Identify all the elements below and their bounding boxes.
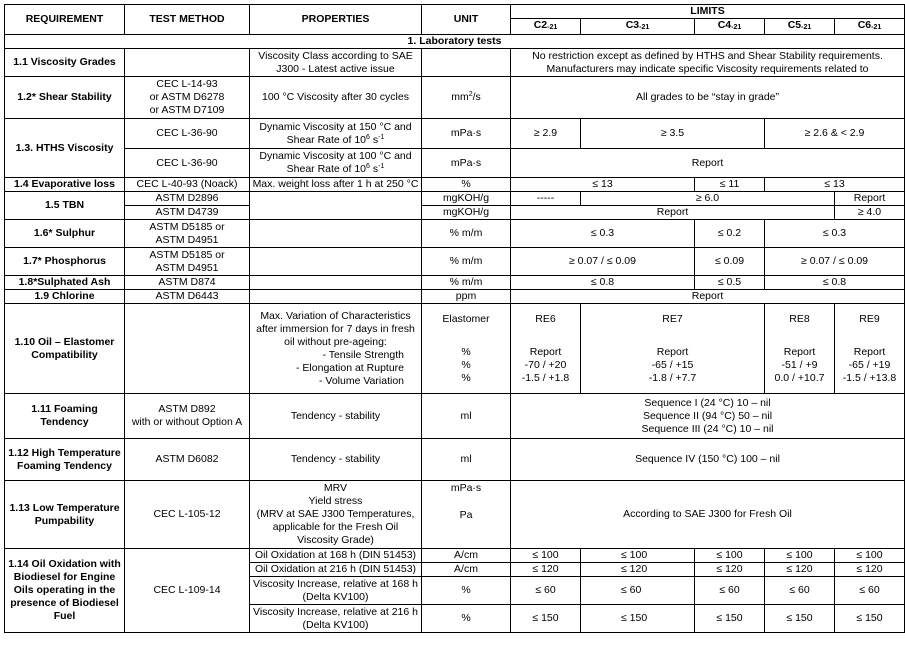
req-pumpability: 1.13 Low Temperature Pumpability	[5, 481, 125, 549]
req-ht-foaming: 1.12 High Temperature Foaming Tendency	[5, 439, 125, 481]
limit-tbn-d2896-c6: Report	[835, 192, 905, 206]
limit-ox216-c5: ≤ 120	[765, 563, 835, 577]
limit-viscosity-grades	[511, 49, 905, 77]
method-foaming: ASTM D892 with or without Option A	[125, 394, 250, 439]
prop-chlorine	[250, 290, 422, 304]
unit-phosphorus: % m/m	[422, 248, 511, 276]
limit-sulphur-c2c3: ≤ 0.3	[511, 220, 695, 248]
unit-ht-foaming: ml	[422, 439, 511, 481]
row-tbn-d2896	[5, 192, 905, 206]
row-foaming	[5, 394, 905, 439]
limit-vi216-c3: ≤ 150	[581, 605, 695, 633]
limit-phosphorus-c4: ≤ 0.09	[695, 248, 765, 276]
method-tbn-d4739: ASTM D4739	[125, 206, 250, 220]
limit-ox216-c2: ≤ 120	[511, 563, 581, 577]
req-oxidation: 1.14 Oil Oxidation with Biodiesel for Engine Oils operating in the presence of Biodiesel Fuel	[5, 549, 125, 633]
req-sulphated-ash: 1.8*Sulphated Ash	[5, 276, 125, 290]
limit-vi168-c2: ≤ 60	[511, 577, 581, 605]
req-shear-stability: 1.2* Shear Stability	[5, 77, 125, 119]
limit-ox168-c4: ≤ 100	[695, 549, 765, 563]
method-sulphated-ash: ASTM D874	[125, 276, 250, 290]
limit-vi216-c4: ≤ 150	[695, 605, 765, 633]
row-pumpability	[5, 481, 905, 549]
method-ht-foaming: ASTM D6082	[125, 439, 250, 481]
limit-line-2: Manufacturers may indicate specific Viscosity requirements related to	[546, 62, 869, 75]
limit-ox168-c2: ≤ 100	[511, 549, 581, 563]
limit-vi168-c6: ≤ 60	[835, 577, 905, 605]
limit-ash-c5c6: ≤ 0.8	[765, 276, 905, 290]
limit-ox168-c6: ≤ 100	[835, 549, 905, 563]
method-line: or ASTM D7109	[149, 104, 225, 116]
unit-visc-increase-168: %	[422, 577, 511, 605]
row-sulphated-ash	[5, 276, 905, 290]
unit-viscosity-grades	[422, 49, 511, 77]
method-evaporative-loss: CEC L-40-93 (Noack)	[125, 178, 250, 192]
unit-sulphated-ash: % m/m	[422, 276, 511, 290]
header-class-c3: $C3_{-21}$	[581, 19, 695, 35]
method-chlorine: ASTM D6443	[125, 290, 250, 304]
method-shear-stability	[125, 77, 250, 119]
limit-vi216-c6: ≤ 150	[835, 605, 905, 633]
prop-foaming: Tendency - stability	[250, 394, 422, 439]
method-pumpability: CEC L-105-12	[125, 481, 250, 549]
row-elastomer	[5, 304, 905, 394]
prop-ht-foaming: Tendency - stability	[250, 439, 422, 481]
req-foaming: 1.11 Foaming Tendency	[5, 394, 125, 439]
limit-hths-150-c3c4: ≥ 3.5	[581, 119, 765, 149]
limit-ox168-c5: ≤ 100	[765, 549, 835, 563]
unit-shear-stability: $mm^2/s$	[422, 77, 511, 119]
req-tbn: 1.5 TBN	[5, 192, 125, 220]
limit-chlorine: Report	[511, 290, 905, 304]
header-unit: UNIT	[422, 5, 511, 35]
method-line: CEC L-14-93	[156, 78, 218, 90]
limit-line-1: No restriction except as defined by HTHS and Shear Stability requirements.	[532, 49, 883, 62]
method-line: or ASTM D6278	[149, 91, 225, 103]
limit-evaporative-c5c6: ≤ 13	[765, 178, 905, 192]
limit-phosphorus-c5c6: ≥ 0.07 / ≤ 0.09	[765, 248, 905, 276]
prop-viscosity-grades: Viscosity Class according to SAE J300 - Latest active issue	[250, 49, 422, 77]
limit-elastomer-c5: RE8 Report -51 / +9 0.0 / +10.7	[765, 304, 835, 394]
header-test-method: TEST METHOD	[125, 5, 250, 35]
header-row	[5, 5, 905, 19]
row-tbn-d4739	[5, 206, 905, 220]
limit-evaporative-c2c3: ≤ 13	[511, 178, 695, 192]
limit-vi168-c5: ≤ 60	[765, 577, 835, 605]
prop-elastomer: Max. Variation of Characteristics after immersion for 7 days in fresh oil without pre-ageing: - Tensile Strength - Elongation at Rupture - Volume Variation	[250, 304, 422, 394]
unit-oxidation-168: A/cm	[422, 549, 511, 563]
limit-ox216-c6: ≤ 120	[835, 563, 905, 577]
limit-ox168-c3: ≤ 100	[581, 549, 695, 563]
prop-pumpability: MRV Yield stress (MRV at SAE J300 Temperatures, applicable for the Fresh Oil Viscosity Grade)	[250, 481, 422, 549]
limit-foaming: Sequence I (24 °C) 10 – nil Sequence II (94 °C) 50 – nil Sequence III (24 °C) 10 – nil	[511, 394, 905, 439]
limit-elastomer-c2: RE6 Report -70 / +20 -1.5 / +1.8	[511, 304, 581, 394]
limit-tbn-d2896-c3c5: ≥ 6.0	[581, 192, 835, 206]
limit-evaporative-c4: ≤ 11	[695, 178, 765, 192]
method-phosphorus: ASTM D5185 or ASTM D4951	[125, 248, 250, 276]
unit-evaporative-loss: %	[422, 178, 511, 192]
req-phosphorus: 1.7* Phosphorus	[5, 248, 125, 276]
limit-vi216-c5: ≤ 150	[765, 605, 835, 633]
req-hths-viscosity: 1.3. HTHS Viscosity	[5, 119, 125, 178]
limit-tbn-d2896-c2: -----	[511, 192, 581, 206]
method-tbn-d2896: ASTM D2896	[125, 192, 250, 206]
row-phosphorus	[5, 248, 905, 276]
row-evaporative-loss	[5, 178, 905, 192]
limit-hths-100: Report	[511, 149, 905, 178]
limit-vi168-c4: ≤ 60	[695, 577, 765, 605]
prop-oxidation-168: Oil Oxidation at 168 h (DIN 51453)	[250, 549, 422, 563]
limit-hths-150-c5c6: ≥ 2.6 & < 2.9	[765, 119, 905, 149]
req-viscosity-grades: 1.1 Viscosity Grades	[5, 49, 125, 77]
prop-visc-increase-168: Viscosity Increase, relative at 168 h (Delta KV100)	[250, 577, 422, 605]
limit-ash-c2c3: ≤ 0.8	[511, 276, 695, 290]
limit-tbn-d4739-c6: ≥ 4.0	[835, 206, 905, 220]
row-chlorine	[5, 290, 905, 304]
limit-sulphur-c5c6: ≤ 0.3	[765, 220, 905, 248]
limit-elastomer-c3c4: RE7 Report -65 / +15 -1.8 / +7.7	[581, 304, 765, 394]
unit-oxidation-216: A/cm	[422, 563, 511, 577]
header-class-c2: $C2_{-21}$	[511, 19, 581, 35]
prop-hths-150: Dynamic Viscosity at 150 °C and Shear Rate of $10^6$ $s^{-1}$	[250, 119, 422, 149]
header-requirement: REQUIREMENT	[5, 5, 125, 35]
unit-hths-100: mPa·s	[422, 149, 511, 178]
limit-ash-c4: ≤ 0.5	[695, 276, 765, 290]
method-hths-150: CEC L-36-90	[125, 119, 250, 149]
method-sulphur: ASTM D5185 or ASTM D4951	[125, 220, 250, 248]
limit-vi216-c2: ≤ 150	[511, 605, 581, 633]
limit-pumpability: According to SAE J300 for Fresh Oil	[511, 481, 905, 549]
prop-shear-stability: 100 °C Viscosity after 30 cycles	[250, 77, 422, 119]
section-row	[5, 35, 905, 49]
method-elastomer	[125, 304, 250, 394]
unit-sulphur: % m/m	[422, 220, 511, 248]
limit-ht-foaming: Sequence IV (150 °C) 100 – nil	[511, 439, 905, 481]
req-chlorine: 1.9 Chlorine	[5, 290, 125, 304]
row-viscosity-grades	[5, 49, 905, 77]
header-class-c6: $C6_{-21}$	[835, 19, 905, 35]
header-limits: LIMITS	[511, 5, 905, 19]
unit-foaming: ml	[422, 394, 511, 439]
unit-chlorine: ppm	[422, 290, 511, 304]
req-sulphur: 1.6* Sulphur	[5, 220, 125, 248]
unit-pumpability: mPa·s Pa	[422, 481, 511, 549]
req-evaporative-loss: 1.4 Evaporative loss	[5, 178, 125, 192]
prop-phosphorus	[250, 248, 422, 276]
limit-tbn-d4739-c2c5: Report	[511, 206, 835, 220]
limit-ox216-c3: ≤ 120	[581, 563, 695, 577]
limit-ox216-c4: ≤ 120	[695, 563, 765, 577]
row-ht-foaming	[5, 439, 905, 481]
unit-elastomer: Elastomer % % %	[422, 304, 511, 394]
limit-vi168-c3: ≤ 60	[581, 577, 695, 605]
unit-tbn-d2896: mgKOH/g	[422, 192, 511, 206]
prop-evaporative-loss: Max. weight loss after 1 h at 250 °C	[250, 178, 422, 192]
limit-shear-stability: All grades to be “stay in grade”	[511, 77, 905, 119]
specification-table	[4, 4, 905, 633]
unit-hths-150: mPa·s	[422, 119, 511, 149]
prop-sulphated-ash	[250, 276, 422, 290]
header-class-c5: $C5_{-21}$	[765, 19, 835, 35]
prop-tbn	[250, 192, 422, 220]
header-class-c4: $C4_{-21}$	[695, 19, 765, 35]
prop-hths-100: Dynamic Viscosity at 100 °C and Shear Rate of $10^6$ $s^{-1}$	[250, 149, 422, 178]
limit-phosphorus-c2c3: ≥ 0.07 / ≤ 0.09	[511, 248, 695, 276]
unit-tbn-d4739: mgKOH/g	[422, 206, 511, 220]
limit-sulphur-c4: ≤ 0.2	[695, 220, 765, 248]
section-laboratory-tests: 1. Laboratory tests	[5, 35, 905, 49]
row-hths-150	[5, 119, 905, 149]
method-oxidation: CEC L-109-14	[125, 549, 250, 633]
method-hths-100: CEC L-36-90	[125, 149, 250, 178]
row-oxidation-168	[5, 549, 905, 563]
unit-visc-increase-216: %	[422, 605, 511, 633]
row-hths-100	[5, 149, 905, 178]
method-viscosity-grades	[125, 49, 250, 77]
prop-visc-increase-216: Viscosity Increase, relative at 216 h (Delta KV100)	[250, 605, 422, 633]
row-sulphur	[5, 220, 905, 248]
header-properties: PROPERTIES	[250, 5, 422, 35]
req-elastomer: 1.10 Oil – Elastomer Compatibility	[5, 304, 125, 394]
limit-hths-150-c2: ≥ 2.9	[511, 119, 581, 149]
prop-sulphur	[250, 220, 422, 248]
limit-elastomer-c6: RE9 Report -65 / +19 -1.5 / +13.8	[835, 304, 905, 394]
row-shear-stability	[5, 77, 905, 119]
prop-oxidation-216: Oil Oxidation at 216 h (DIN 51453)	[250, 563, 422, 577]
